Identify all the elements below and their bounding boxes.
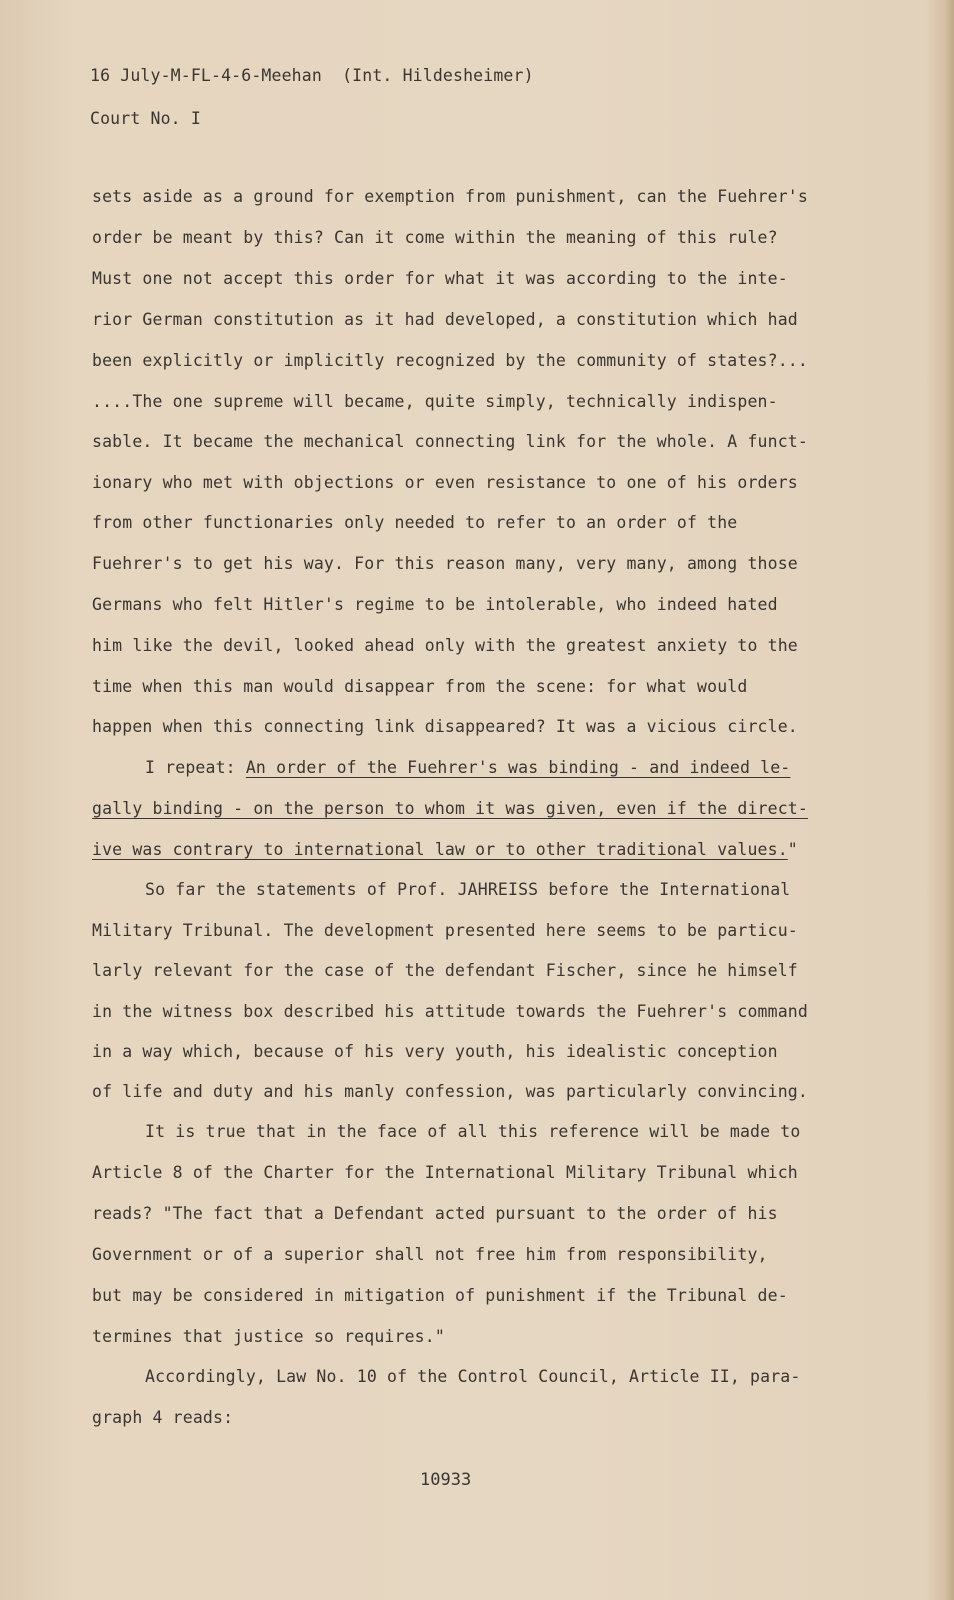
text-line: but may be considered in mitigation of punishment if the Tribunal de-: [92, 1286, 788, 1305]
text-line: time when this man would disappear from the scene: for what would: [92, 677, 748, 696]
page-edge: [944, 0, 954, 1600]
underlined-text: An order of the Fuehrer's was binding - and indeed le-: [245, 758, 791, 777]
text-line: Military Tribunal. The development presented here seems to be particu-: [92, 921, 798, 940]
text-line: So far the statements of Prof. JAHREISS before the International: [145, 880, 791, 899]
text-line: Government or of a superior shall not free him from responsibility,: [92, 1245, 768, 1264]
underlined-text: gally binding - on the person to whom it was given, even if the direct-: [92, 799, 808, 818]
text-line: order be meant by this? Can it come within the meaning of this rule?: [92, 228, 778, 247]
text-line: ....The one supreme will became, quite simply, technically indispen-: [92, 392, 778, 411]
text-line: been explicitly or implicitly recognized by the community of states?...: [92, 351, 808, 370]
text-line: Germans who felt Hitler's regime to be intolerable, who indeed hated: [92, 595, 778, 614]
text-line: sets aside as a ground for exemption from punishment, can the Fuehrer's: [92, 187, 808, 206]
text-line: termines that justice so requires.": [92, 1327, 445, 1346]
text-line: Article 8 of the Charter for the International Military Tribunal which: [92, 1163, 798, 1182]
text-line: sable. It became the mechanical connecting link for the whole. A funct-: [92, 432, 808, 451]
text-line: ionary who met with objections or even resistance to one of his orders: [92, 473, 798, 492]
text-line: larly relevant for the case of the defendant Fischer, since he himself: [92, 961, 798, 980]
text-line: Must one not accept this order for what it was according to the inte-: [92, 269, 788, 288]
text-line: Fuehrer's to get his way. For this reason many, very many, among those: [92, 554, 798, 573]
quote-prefix: I repeat:: [145, 758, 246, 777]
court-line: Court No. I: [90, 109, 201, 128]
quote-suffix: ": [787, 840, 798, 859]
text-line: Accordingly, Law No. 10 of the Control Council, Article II, para-: [145, 1367, 801, 1386]
text-line: happen when this connecting link disappeared? It was a vicious circle.: [92, 717, 798, 736]
page-number: 10933: [420, 1470, 472, 1490]
text-line: in the witness box described his attitude towards the Fuehrer's command: [92, 1002, 808, 1021]
header-line: 16 July-M-FL-4-6-Meehan (Int. Hildesheimer): [90, 66, 534, 85]
text-line: of life and duty and his manly confession, was particularly convincing.: [92, 1082, 808, 1101]
text-line: reads? "The fact that a Defendant acted pursuant to the order of his: [92, 1204, 778, 1223]
quote-line: [92, 839, 798, 861]
text-line: from other functionaries only needed to refer to an order of the: [92, 513, 738, 532]
text-line: It is true that in the face of all this reference will be made to: [145, 1122, 801, 1141]
text-line: rior German constitution as it had developed, a constitution which had: [92, 310, 798, 329]
text-line: in a way which, because of his very youth, his idealistic conception: [92, 1042, 778, 1061]
text-line: him like the devil, looked ahead only with the greatest anxiety to the: [92, 636, 798, 655]
text-line: graph 4 reads:: [92, 1408, 234, 1427]
quote-line: [92, 798, 808, 820]
quote-line: [145, 757, 790, 779]
underlined-text: ive was contrary to international law or to other traditional values.: [92, 840, 788, 859]
